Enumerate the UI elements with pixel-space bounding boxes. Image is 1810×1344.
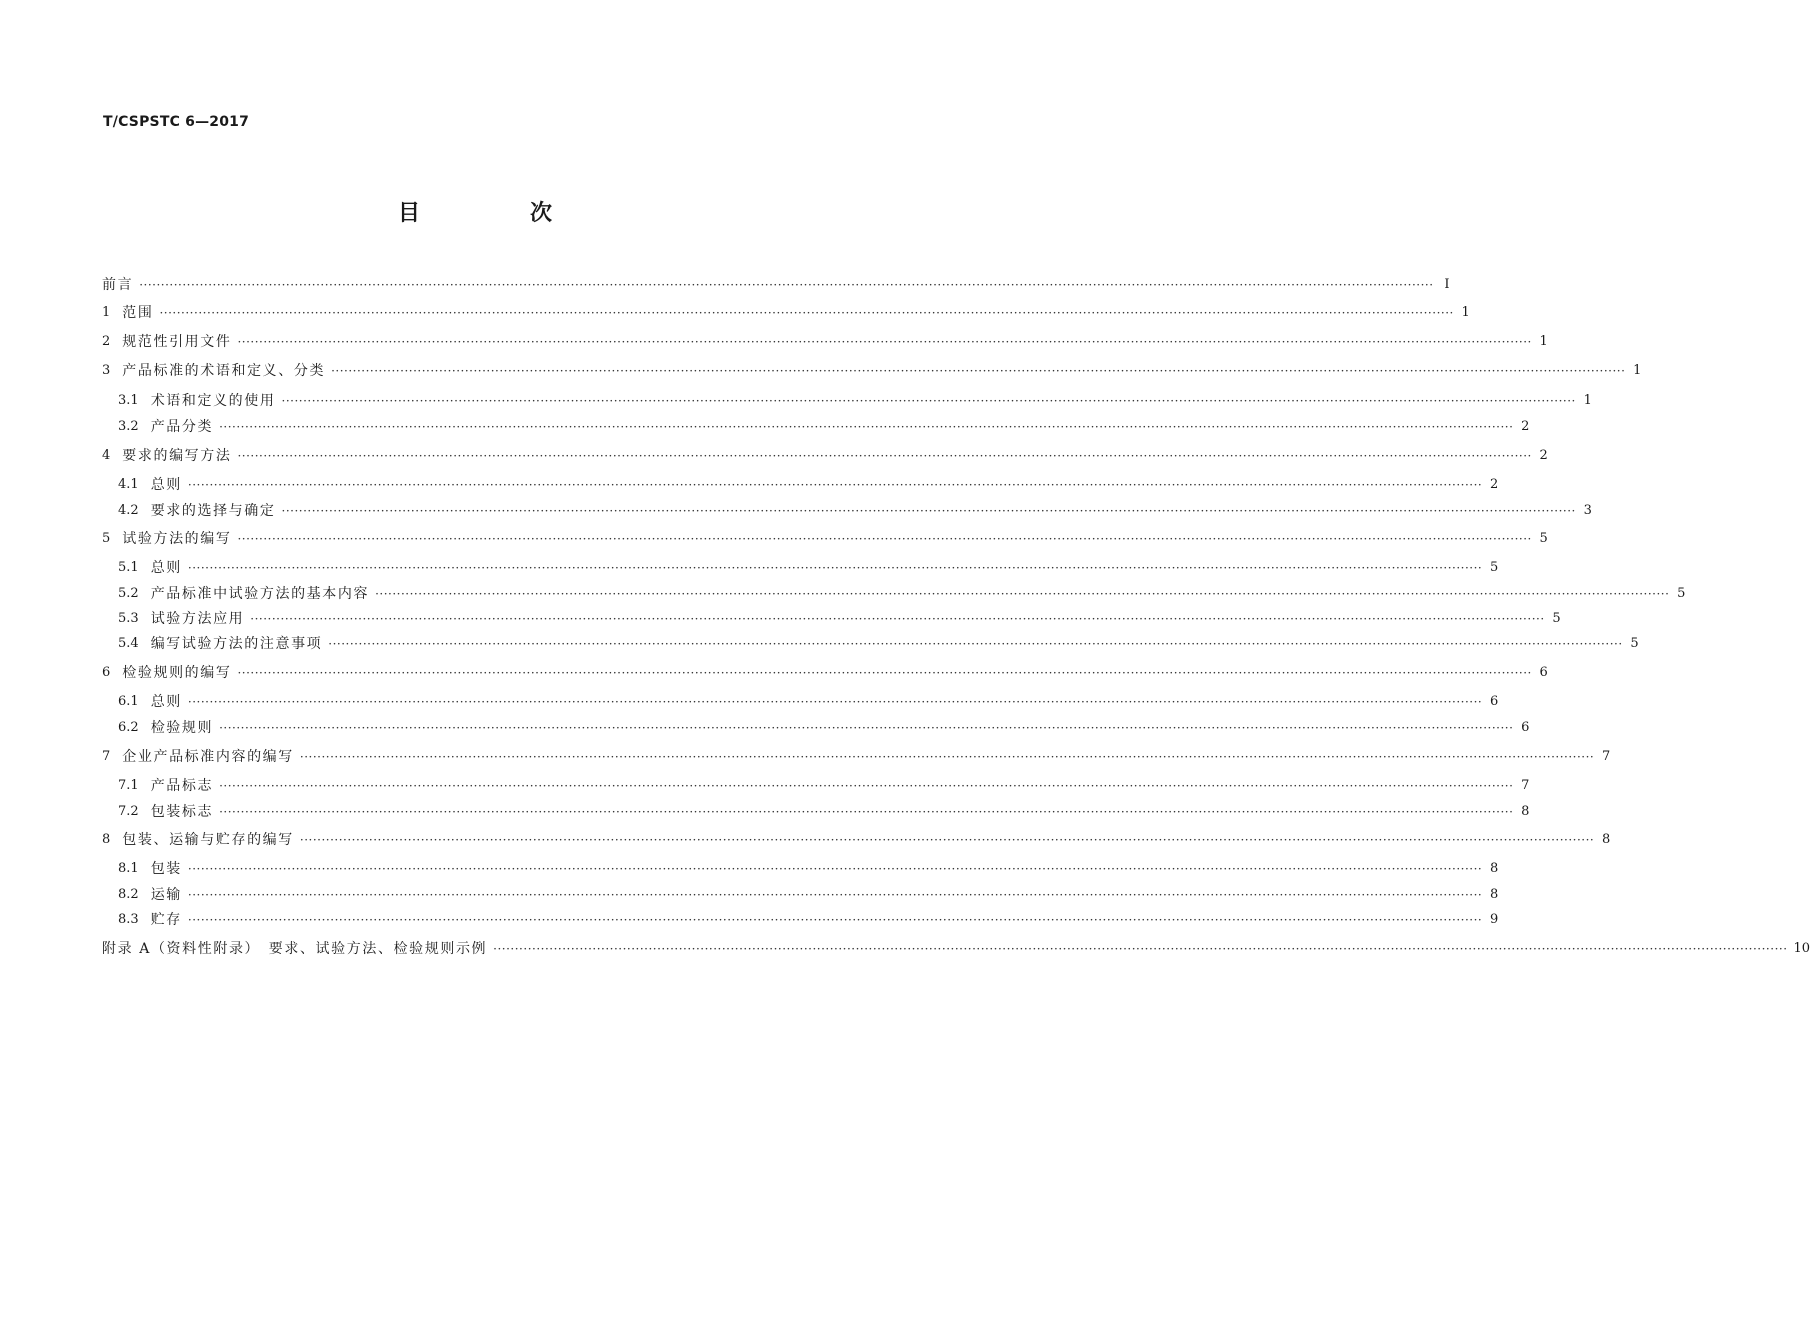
toc-entry-page: 1 <box>1583 393 1592 408</box>
toc-entry-number: 5 <box>102 531 111 546</box>
toc-entry[interactable] <box>118 475 1499 495</box>
toc-dot-leader: ············································································································································································································································································································ <box>299 750 1595 764</box>
toc-entry-page: 6 <box>1521 720 1530 735</box>
toc-entry-label: 编写试验方法的注意事项 <box>150 636 323 652</box>
toc-entry-number: 5.4 <box>118 636 139 651</box>
toc-entry-number: 8 <box>102 832 111 847</box>
toc-entry-label: 包装 <box>150 861 182 877</box>
toc-dot-leader: ············································································································································································································································································································ <box>281 394 1576 408</box>
toc-dot-leader: ············································································································································································································································································································ <box>281 504 1576 518</box>
toc-entry-label: 试验方法应用 <box>150 611 245 627</box>
toc-entry-label: 产品分类 <box>150 419 214 435</box>
toc-entry[interactable] <box>118 776 1530 796</box>
toc-entry-page: 5 <box>1677 586 1686 601</box>
toc-entry[interactable] <box>118 885 1499 905</box>
toc-entry-page: 5 <box>1489 560 1499 575</box>
toc-entry[interactable] <box>118 501 1592 521</box>
toc-entry-page: 5 <box>1630 636 1639 651</box>
toc-entry-label: 包装标志 <box>150 804 214 820</box>
toc-entry[interactable] <box>118 558 1499 578</box>
toc-entry[interactable] <box>102 939 1810 959</box>
toc-dot-leader: ············································································································································································································································································································ <box>237 335 1532 349</box>
toc-dot-leader: ············································································································································································································································································································ <box>237 532 1532 546</box>
toc-entry-number: 8.1 <box>118 861 139 876</box>
toc-dot-leader: ············································································································································································································································································································ <box>187 695 1483 709</box>
toc-entry-label: 贮存 <box>150 912 182 928</box>
toc-dot-leader: ············································································································································································································································································································ <box>187 862 1483 876</box>
toc-entry-page: 6 <box>1539 665 1548 680</box>
toc-entry[interactable] <box>118 718 1530 738</box>
toc-entry-page: Ⅰ <box>1444 277 1450 292</box>
toc-dot-leader: ············································································································································································································································································································ <box>187 478 1483 492</box>
toc-entry-label: 术语和定义的使用 <box>150 393 276 409</box>
toc-entry-page: 8 <box>1521 804 1530 819</box>
toc-entry-number: 3 <box>102 363 111 378</box>
toc-entry[interactable] <box>118 417 1530 437</box>
toc-dot-leader: ············································································································································································································································································································ <box>219 805 1514 819</box>
toc-entry-number: 5.1 <box>118 560 139 575</box>
toc-entry[interactable] <box>102 830 1611 850</box>
toc-entry-number: 8.3 <box>118 912 139 927</box>
toc-entry-label: 企业产品标准内容的编写 <box>122 749 294 765</box>
toc-entry[interactable] <box>102 332 1548 352</box>
toc-entry-page: 2 <box>1489 477 1499 492</box>
toc-entry[interactable] <box>102 275 1450 295</box>
toc-dot-leader: ············································································································································································································································································································ <box>187 913 1483 927</box>
toc-entry-number: 7.2 <box>118 804 139 819</box>
toc-entry-number: 6 <box>102 665 111 680</box>
toc-dot-leader: ············································································································································································································································································································ <box>219 420 1514 434</box>
toc-entry[interactable] <box>118 802 1530 822</box>
toc-entry-label: 要求的编写方法 <box>122 448 232 464</box>
toc-entry-page: 1 <box>1539 334 1548 349</box>
toc-entry-number: 6.1 <box>118 694 139 709</box>
toc-dot-leader: ············································································································································································································································································································ <box>237 449 1532 463</box>
toc-entry-label: 产品标准的术语和定义、分类 <box>122 363 326 379</box>
toc-entry[interactable] <box>102 446 1548 466</box>
toc-entry-label: 运输 <box>150 887 182 903</box>
toc-entry-number: 3.2 <box>118 419 139 434</box>
toc-entry-number: 2 <box>102 334 111 349</box>
toc-entry[interactable] <box>118 692 1499 712</box>
toc-entry-page: 9 <box>1489 912 1499 927</box>
toc-dot-leader: ············································································································································································································································································································ <box>187 561 1483 575</box>
toc-entry-label: 范围 <box>122 305 154 321</box>
toc-entry-page: 7 <box>1521 778 1530 793</box>
toc-entry-label: 产品标准中试验方法的基本内容 <box>150 586 370 602</box>
toc-entry-label: 附录 A（资料性附录） 要求、试验方法、检验规则示例 <box>102 941 488 957</box>
toc-entry-number: 4.1 <box>118 477 139 492</box>
toc-entry-page: 6 <box>1489 694 1499 709</box>
toc-entry-label: 前言 <box>102 277 134 293</box>
toc-entry-page: 1 <box>1461 305 1470 320</box>
toc-entry-page: 8 <box>1489 887 1499 902</box>
toc-entry-label: 要求的选择与确定 <box>150 503 276 519</box>
toc-dot-leader: ············································································································································································································································································································ <box>159 306 1454 320</box>
toc-entry-number: 5.3 <box>118 611 139 626</box>
toc-entry-number: 3.1 <box>118 393 139 408</box>
toc-entry-label: 检验规则 <box>150 720 214 736</box>
toc-dot-leader: ············································································································································································································································································································ <box>250 612 1545 626</box>
toc-entry-page: 8 <box>1601 832 1611 847</box>
toc-entry-number: 6.2 <box>118 720 139 735</box>
toc-entry-number: 8.2 <box>118 887 139 902</box>
document-id: T/CSPSTC 6—2017 <box>103 114 250 130</box>
toc-entry[interactable] <box>102 529 1548 549</box>
toc-entry[interactable] <box>118 391 1592 411</box>
toc-entry[interactable] <box>102 361 1642 381</box>
toc-entry-number: 7 <box>102 749 111 764</box>
toc-entry-label: 检验规则的编写 <box>122 665 232 681</box>
toc-entry-label: 总则 <box>150 560 182 576</box>
toc-entry-page: 5 <box>1552 611 1561 626</box>
toc-entry-number: 7.1 <box>118 778 139 793</box>
toc-dot-leader: ············································································································································································································································································································ <box>493 942 1788 956</box>
toc-entry-page: 5 <box>1539 531 1548 546</box>
toc-dot-leader: ············································································································································································································································································································ <box>219 721 1514 735</box>
toc-entry[interactable] <box>102 747 1611 767</box>
toc-entry-page: 3 <box>1583 503 1592 518</box>
toc-entry[interactable] <box>102 303 1470 323</box>
toc-dot-leader: ············································································································································································································································································································ <box>139 278 1434 292</box>
toc-entry[interactable] <box>118 859 1499 879</box>
toc-entry-number: 1 <box>102 305 111 320</box>
toc-dot-leader: ············································································································································································································································································································ <box>299 833 1595 847</box>
toc-entry[interactable] <box>118 910 1499 930</box>
toc-entry-label: 试验方法的编写 <box>122 531 232 547</box>
toc-entry-page: 10 <box>1793 941 1810 956</box>
toc-entry-page: 2 <box>1521 419 1530 434</box>
toc-entry-page: 2 <box>1539 448 1548 463</box>
toc-dot-leader: ············································································································································································································································································································ <box>187 888 1483 902</box>
toc-entry[interactable] <box>118 634 1639 654</box>
toc-entry-label: 包装、运输与贮存的编写 <box>122 832 294 848</box>
toc-entry-number: 4 <box>102 448 111 463</box>
toc-entry-page: 7 <box>1601 749 1611 764</box>
toc-entry-label: 规范性引用文件 <box>122 334 232 350</box>
toc-dot-leader: ············································································································································································································································································································ <box>328 637 1623 651</box>
toc-dot-leader: ············································································································································································································································································································ <box>219 779 1514 793</box>
toc-entry-label: 产品标志 <box>150 778 214 794</box>
toc-entry-label: 总则 <box>150 694 182 710</box>
toc-entry-label: 总则 <box>150 477 182 493</box>
toc-entry[interactable] <box>102 663 1548 683</box>
toc-entry[interactable] <box>118 609 1561 629</box>
toc-dot-leader: ············································································································································································································································································································ <box>237 666 1532 680</box>
toc-dot-leader: ············································································································································································································································································································ <box>331 364 1626 378</box>
toc-entry-number: 5.2 <box>118 586 139 601</box>
toc-title: 目 次 <box>397 201 596 226</box>
toc-entry[interactable] <box>118 584 1686 604</box>
toc-entry-page: 8 <box>1489 861 1499 876</box>
toc-dot-leader: ············································································································································································································································································································ <box>375 587 1670 601</box>
toc-entry-page: 1 <box>1633 363 1642 378</box>
toc-entry-number: 4.2 <box>118 503 139 518</box>
